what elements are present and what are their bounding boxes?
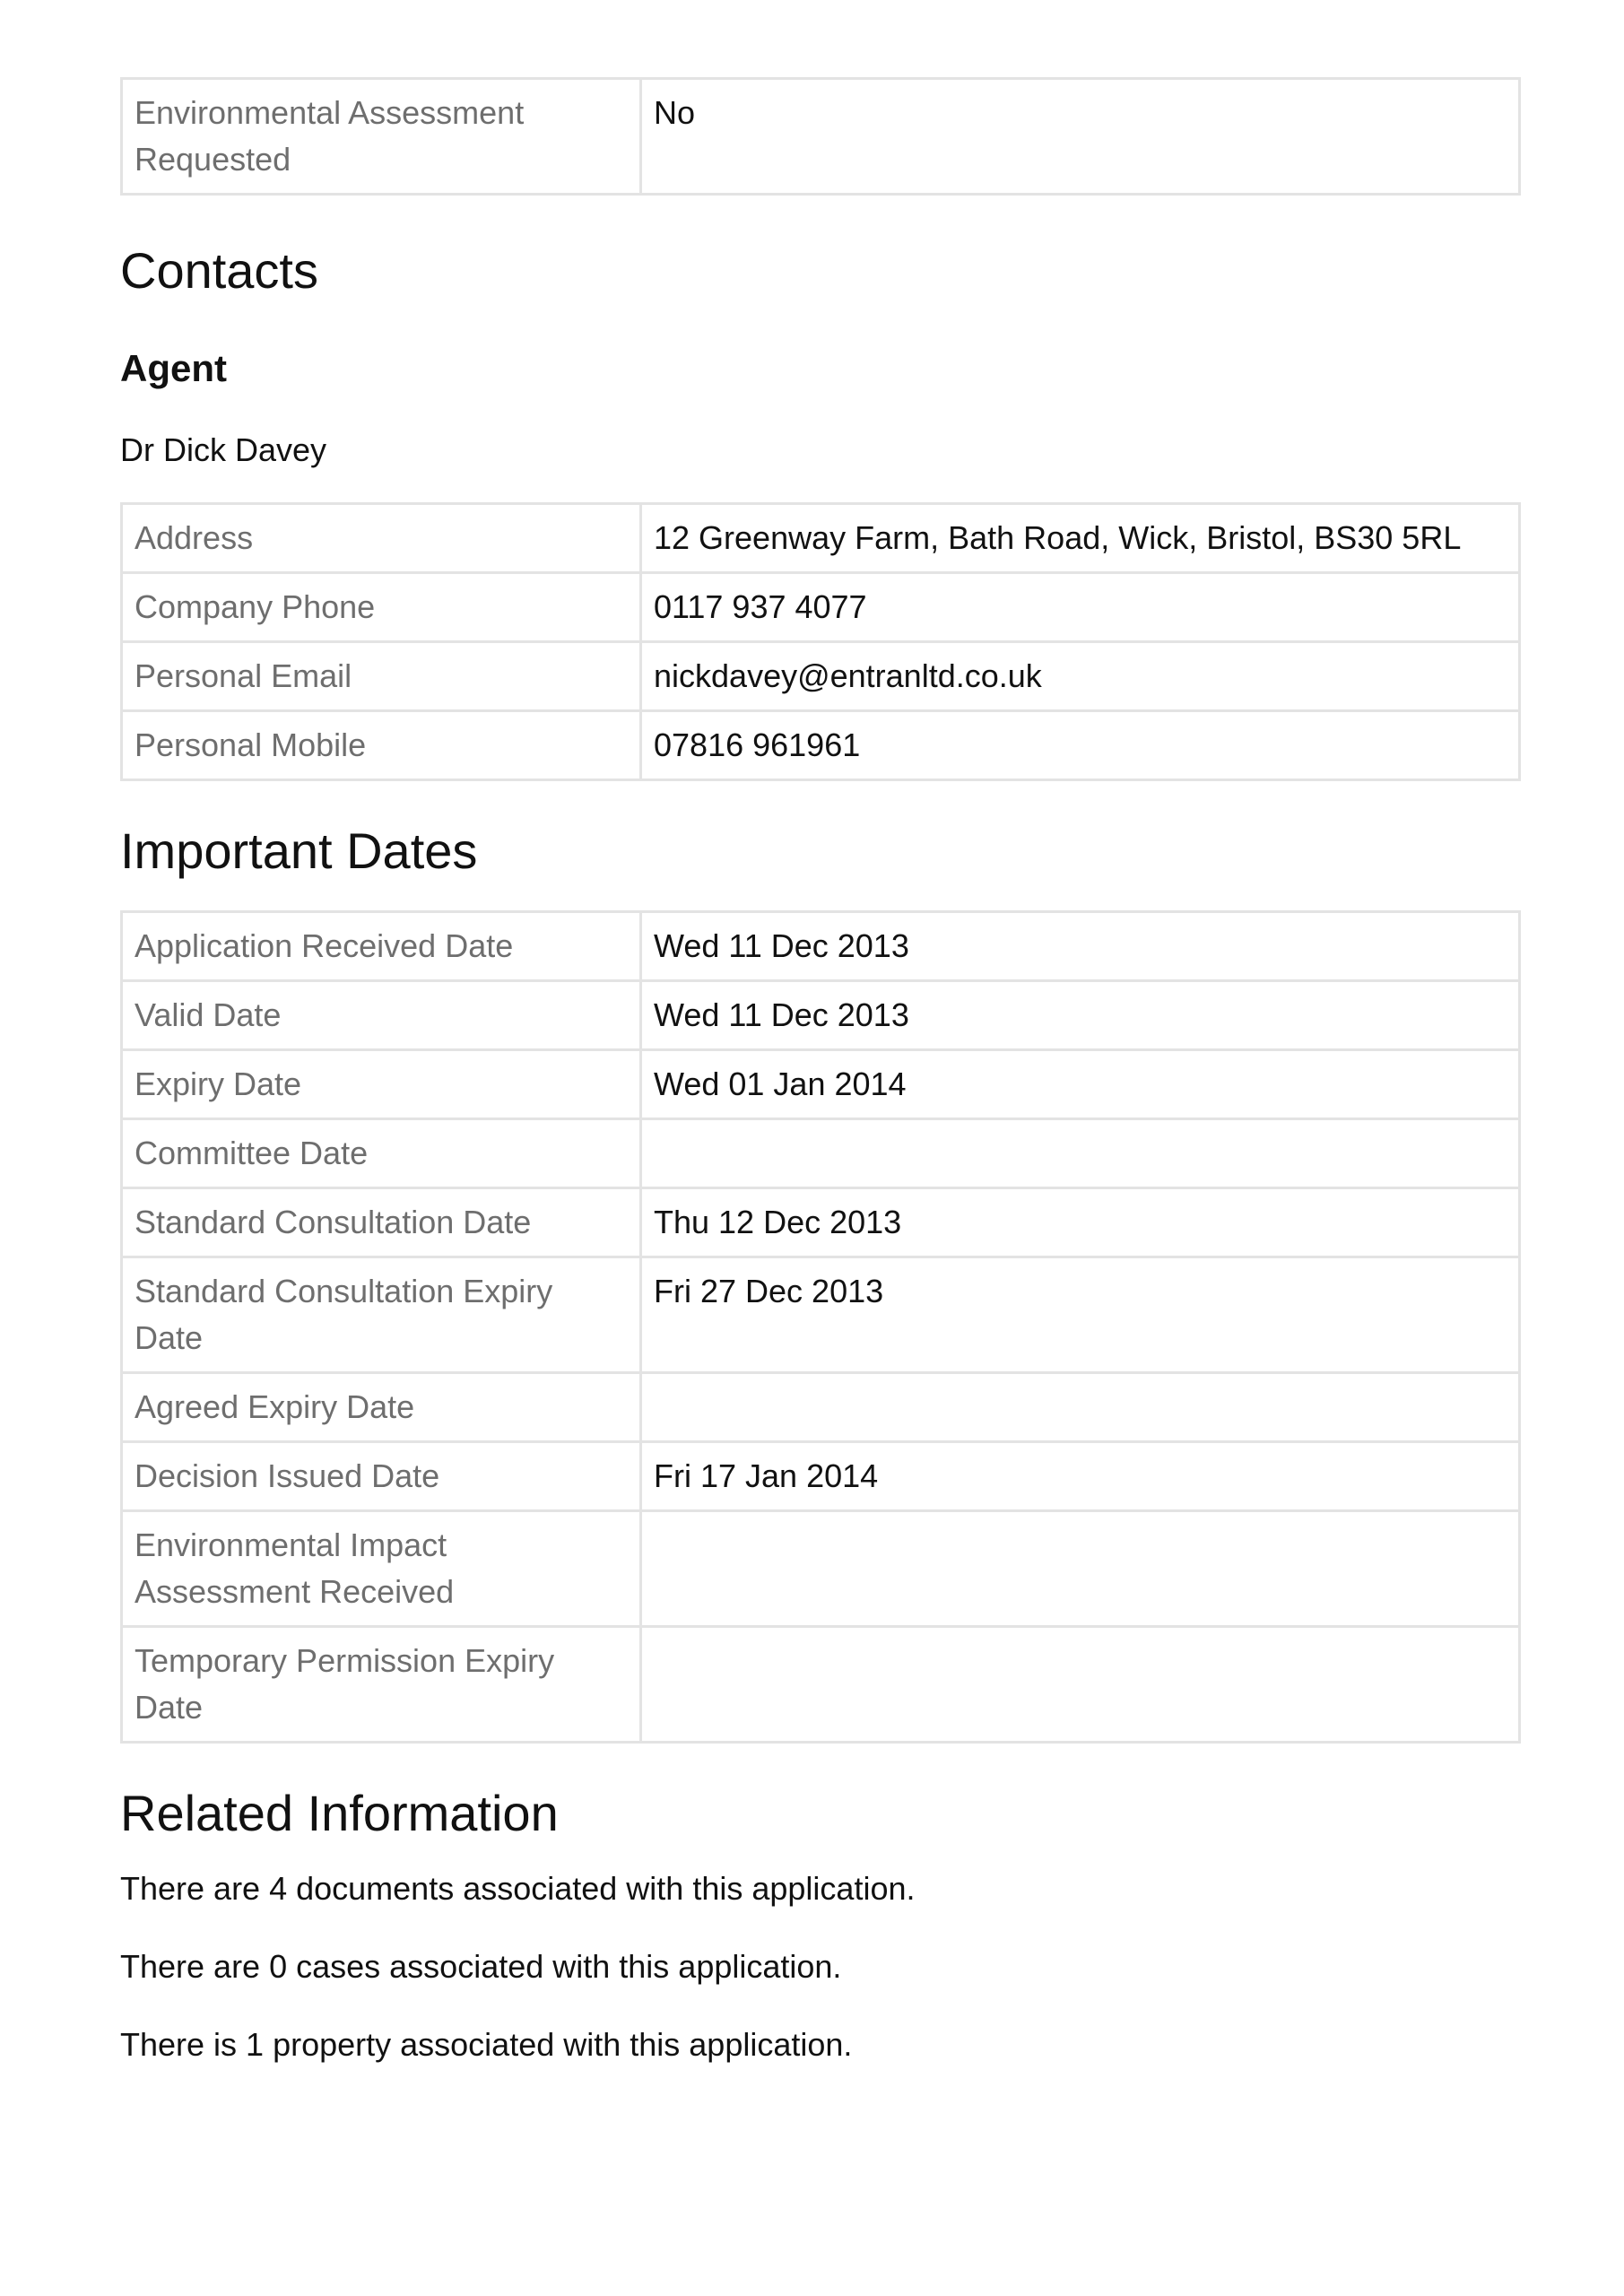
table-row (122, 1373, 1520, 1442)
row-label: Environmental Impact Assessment Received (122, 1511, 641, 1627)
row-value (641, 1119, 1520, 1188)
row-value: Fri 17 Jan 2014 (641, 1442, 1520, 1511)
row-label: Personal Mobile (122, 711, 641, 780)
cases-count-text: There are 0 cases associated with this application. (120, 1948, 842, 1985)
agent-name: Dr Dick Davey (120, 431, 327, 468)
row-value: Wed 11 Dec 2013 (641, 912, 1520, 981)
environmental-assessment-table (120, 77, 1521, 196)
row-value: nickdavey@entranltd.co.uk (641, 642, 1520, 711)
property-count-text: There is 1 property associated with this application. (120, 2026, 853, 2063)
related-information-heading: Related Information (120, 1785, 559, 1841)
table-row (122, 642, 1520, 711)
important-dates-heading: Important Dates (120, 822, 478, 879)
table-row (122, 573, 1520, 642)
table-row (122, 1188, 1520, 1257)
row-label: Environmental Assessment Requested (122, 79, 641, 195)
important-dates-table (120, 910, 1521, 1744)
documents-count-text: There are 4 documents associated with this application. (120, 1870, 916, 1907)
row-value: 07816 961961 (641, 711, 1520, 780)
row-label: Valid Date (122, 981, 641, 1050)
row-value: 12 Greenway Farm, Bath Road, Wick, Bristol, BS30 5RL (641, 504, 1520, 573)
application-details-page (120, 77, 1521, 2065)
row-label: Personal Email (122, 642, 641, 711)
table-row (122, 1442, 1520, 1511)
row-value: Wed 01 Jan 2014 (641, 1050, 1520, 1119)
table-row (122, 1257, 1520, 1373)
row-label: Address (122, 504, 641, 573)
row-label: Standard Consultation Expiry Date (122, 1257, 641, 1373)
row-label: Agreed Expiry Date (122, 1373, 641, 1442)
table-row (122, 1050, 1520, 1119)
table-row (122, 981, 1520, 1050)
table-row (122, 1119, 1520, 1188)
row-label: Application Received Date (122, 912, 641, 981)
table-row (122, 79, 1520, 195)
row-value: Thu 12 Dec 2013 (641, 1188, 1520, 1257)
contacts-heading: Contacts (120, 242, 318, 299)
row-label: Decision Issued Date (122, 1442, 641, 1511)
table-row (122, 1627, 1520, 1743)
table-row (122, 1511, 1520, 1627)
row-value (641, 1627, 1520, 1743)
row-value (641, 1511, 1520, 1627)
row-label: Company Phone (122, 573, 641, 642)
table-row (122, 504, 1520, 573)
row-value: Fri 27 Dec 2013 (641, 1257, 1520, 1373)
row-label: Temporary Permission Expiry Date (122, 1627, 641, 1743)
row-label: Standard Consultation Date (122, 1188, 641, 1257)
row-label: Committee Date (122, 1119, 641, 1188)
row-value: No (641, 79, 1520, 195)
table-row (122, 711, 1520, 780)
row-label: Expiry Date (122, 1050, 641, 1119)
agent-contact-table (120, 502, 1521, 781)
table-row (122, 912, 1520, 981)
row-value: 0117 937 4077 (641, 573, 1520, 642)
agent-heading: Agent (120, 347, 227, 389)
row-value: Wed 11 Dec 2013 (641, 981, 1520, 1050)
row-value (641, 1373, 1520, 1442)
